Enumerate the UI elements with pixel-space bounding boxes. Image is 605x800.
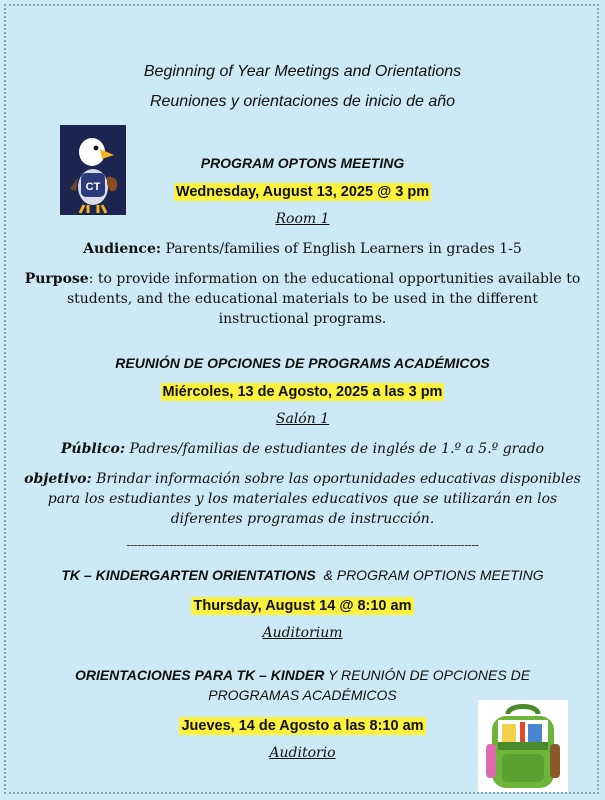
tk-orientation-es-date: Jueves, 14 de Agosto a las 8:10 am xyxy=(181,718,424,734)
tk-heading-bold: TK – KINDERGARTEN ORIENTATIONS xyxy=(61,567,316,583)
title-spanish: Reuniones y orientaciones de inicio de año xyxy=(149,93,456,110)
purpose-text-1: : to provide information on the educational opportunities available to xyxy=(88,271,581,287)
title-english: Beginning of Year Meetings and Orientations xyxy=(143,63,462,80)
tk-orientation-date: Thursday, August 14 @ 8:10 am xyxy=(193,598,412,614)
tk-orientation-heading xyxy=(0,567,605,583)
reunion-date-row xyxy=(0,381,605,400)
program-meeting-date-row xyxy=(0,181,605,200)
tk-orientation-date-row xyxy=(0,595,605,614)
reunion-objetivo-line-1 xyxy=(0,471,605,487)
audience-label: Audience: xyxy=(83,241,162,257)
tk-heading-rest: & PROGRAM OPTIONS MEETING xyxy=(315,567,544,583)
tk-es-heading-rest: Y REUNIÓN DE OPCIONES DE xyxy=(324,667,531,683)
program-meeting-audience xyxy=(0,241,605,257)
section-divider: --------------------------------------------------------------------------------------------------- xyxy=(126,538,479,552)
audience-text: Parents/families of English Learners in grades 1-5 xyxy=(161,241,522,257)
publico-label: Público: xyxy=(60,441,126,457)
reunion-room: Salón 1 xyxy=(275,411,330,427)
tk-orientation-es-heading xyxy=(0,667,605,683)
program-meeting-room: Room 1 xyxy=(275,211,330,227)
tk-es-heading-bold: ORIENTACIONES PARA TK – KINDER xyxy=(74,667,325,683)
objetivo-label: objetivo: xyxy=(24,471,92,487)
reunion-objetivo-line-2: para los estudiantes y los materiales educativos que se utilizarán en los xyxy=(47,491,558,507)
tk-orientation-es-heading-line-2: PROGRAMAS ACADÉMICOS xyxy=(208,687,397,703)
reunion-publico xyxy=(0,441,605,457)
program-meeting-date: Wednesday, August 13, 2025 @ 3 pm xyxy=(175,184,430,200)
purpose-label: Purpose xyxy=(24,271,89,287)
school-backpack-icon xyxy=(478,700,568,792)
reunion-date: Miércoles, 13 de Agosto, 2025 a las 3 pm xyxy=(162,384,443,400)
program-meeting-purpose-line-3: instructional programs. xyxy=(218,311,387,327)
publico-text: Padres/familias de estudiantes de inglés de 1.º a 5.º grado xyxy=(125,441,545,457)
program-meeting-purpose-line-1 xyxy=(0,271,605,287)
program-meeting-heading: PROGRAM OPTONS MEETING xyxy=(200,155,405,171)
tk-orientation-room: Auditorium xyxy=(262,625,343,641)
mascot-shirt-text: CT xyxy=(85,181,101,193)
reunion-heading: REUNIÓN DE OPCIONES DE PROGRAMS ACADÉMICOS xyxy=(115,355,490,371)
tk-orientation-es-room: Auditorio xyxy=(269,745,336,761)
program-meeting-purpose-line-2: students, and the educational materials to be used in the different xyxy=(66,291,539,307)
reunion-objetivo-line-3: diferentes programas de instrucción. xyxy=(170,511,435,527)
objetivo-text-1: Brindar información sobre las oportunidades educativas disponibles xyxy=(91,471,581,487)
